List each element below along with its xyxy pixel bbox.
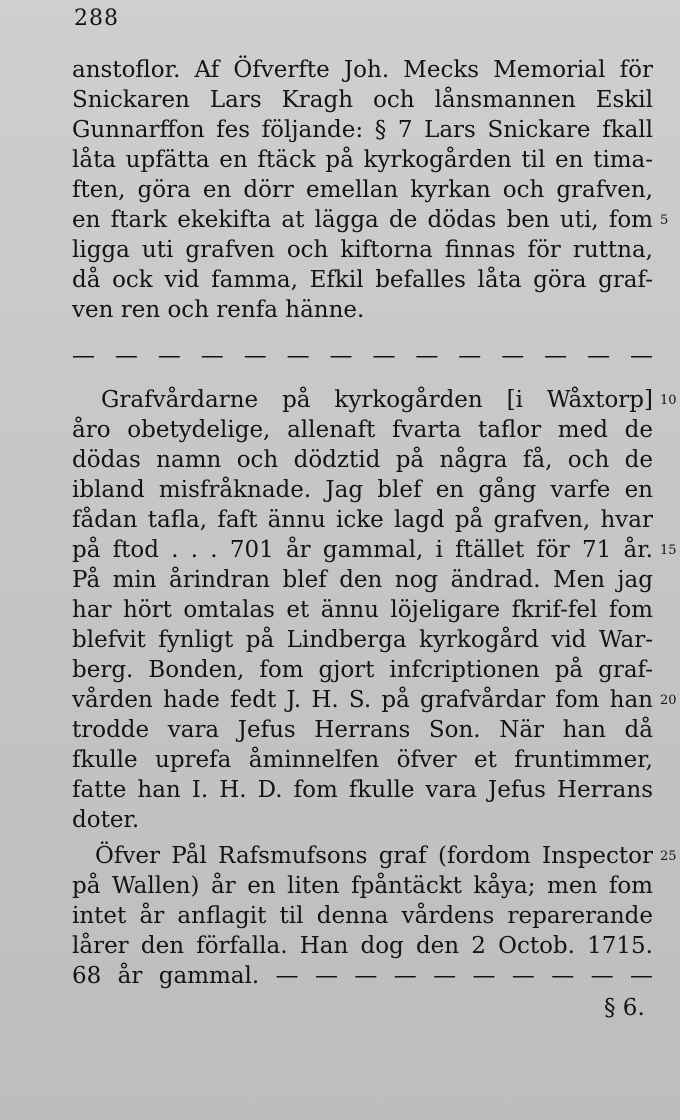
paragraph-1-line-1: anstoflor. Af Öfverfte Joh. Mecks Memorial för	[72, 57, 653, 83]
paragraph-2-line-7: På min årindran blef den nog ändrad. Men jag	[72, 567, 653, 593]
paragraph-2-line-6: på ftod . . . 701 år gammal, i ftället för 71 år.	[72, 537, 653, 563]
paragraph-2-line-8: har hört omtalas et ännu löjeligare fkrif-fel fom	[72, 597, 653, 623]
paragraph-1-line-8: då ock vid famma, Efkil befalles låta göra graf-	[72, 267, 653, 293]
margin-line-number: 5	[660, 213, 669, 228]
paragraph-1-line-3: Gunnarffon fes följande: § 7 Lars Snickare fkall	[72, 117, 653, 143]
margin-line-number: 20	[660, 693, 677, 708]
paragraph-2-line-5: fådan tafla, faft ännu icke lagd på grafven, hvar	[72, 507, 653, 533]
paragraph-1-line-9: ven ren och renfa hänne.	[72, 297, 365, 323]
section-mark: § 6.	[604, 995, 645, 1021]
paragraph-2-line-14: fatte han I. H. D. fom fkulle vara Jefus Herrans	[72, 777, 653, 803]
paragraph-2-line-13: fkulle uprefa åminnelfen öfver et fruntimmer,	[72, 747, 653, 773]
paragraph-2-line-12: trodde vara Jefus Herrans Son. När han då	[72, 717, 653, 743]
dash-rule-divider: — — — — — — — — — — — — — —	[72, 343, 653, 369]
margin-line-number: 10	[660, 393, 677, 408]
paragraph-2-line-3: dödas namn och dödztid på några få, och de	[72, 447, 653, 473]
paragraph-1-line-6: en ftark ekekifta at lägga de dödas ben uti, fom	[72, 207, 653, 233]
paragraph-3-line-3: intet år anflagit til denna vårdens reparerande	[72, 903, 653, 929]
paragraph-3-line-5: 68 år gammal. — — — — — — — — — —	[72, 963, 653, 989]
paragraph-2-line-2: åro obetydelige, allenaft fvarta taflor med de	[72, 417, 653, 443]
paragraph-1-line-7: ligga uti grafven och kiftorna finnas för ruttna,	[72, 237, 653, 263]
page-number: 288	[74, 6, 119, 31]
paragraph-2-line-1: Grafvårdarne på kyrkogården [i Wåxtorp]	[101, 387, 653, 413]
paragraph-2-line-4: ibland misfråknade. Jag blef en gång varfe en	[72, 477, 653, 503]
paragraph-3-line-1: Öfver Pål Rafsmufsons graf (fordom Inspector	[95, 843, 653, 869]
paragraph-1-line-5: ften, göra en dörr emellan kyrkan och grafven,	[72, 177, 653, 203]
margin-line-number: 15	[660, 543, 677, 558]
paragraph-3-line-4: lårer den förfalla. Han dog den 2 Octob. 1715.	[72, 933, 653, 959]
paragraph-2-line-11: vården hade fedt J. H. S. på grafvårdar fom han	[72, 687, 653, 713]
paragraph-2-line-10: berg. Bonden, fom gjort infcriptionen på graf-	[72, 657, 653, 683]
paragraph-1-line-4: låta upfätta en ftäck på kyrkogården til en tima-	[72, 147, 653, 173]
paragraph-3-line-2: på Wallen) år en liten fpåntäckt kåya; men fom	[72, 873, 653, 899]
paragraph-2-line-9: blefvit fynligt på Lindberga kyrkogård vid War-	[72, 627, 653, 653]
margin-line-number: 25	[660, 849, 677, 864]
paragraph-2-line-15: doter.	[72, 807, 140, 833]
paragraph-1-line-2: Snickaren Lars Kragh och lånsmannen Eskil	[72, 87, 653, 113]
